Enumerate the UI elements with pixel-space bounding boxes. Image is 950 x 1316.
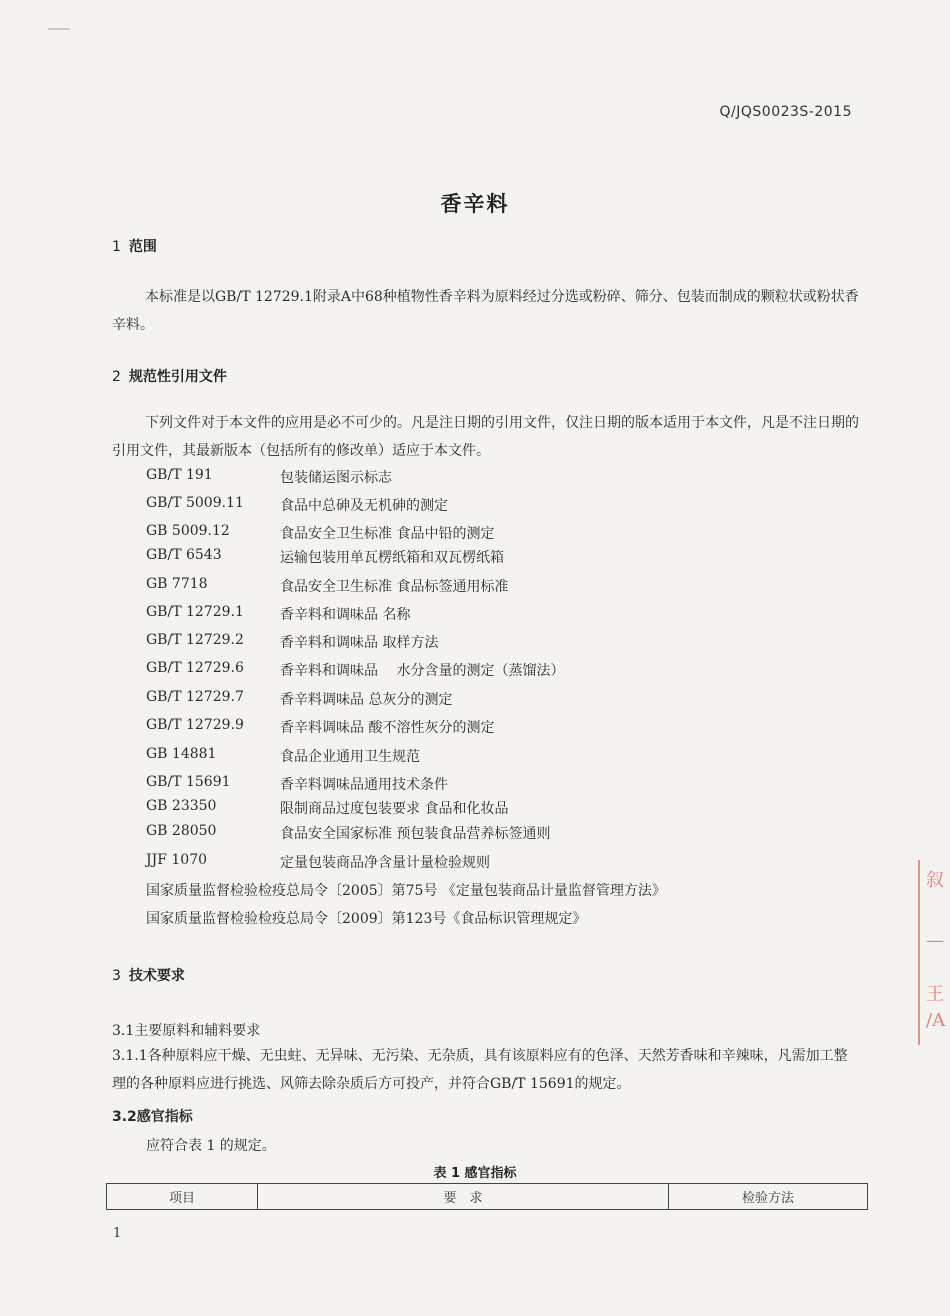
section-2-paragraph: 下列文件对于本文件的应用是必不可少的。凡是注日期的引用文件，仅注日期的版本适用于本文件，凡是不注日期的引用文件，其最新版本（包括所有的修改单）适应于本文件。	[112, 415, 859, 459]
reference-name: 香辛料调味品通用技术条件	[280, 777, 448, 793]
reference-code: GB/T 6543	[146, 547, 222, 563]
reference-name: 香辛料调味品 酸不溶性灰分的测定	[280, 720, 495, 736]
table-header-cell: 检验方法	[669, 1184, 868, 1210]
section-3-heading	[112, 965, 185, 985]
reference-name: 食品安全卫生标准 食品标签通用标准	[280, 579, 509, 595]
reference-code: GB 14881	[146, 746, 217, 762]
section-number: 3	[112, 968, 121, 984]
reference-code: GB 28050	[146, 823, 217, 839]
section-1-heading	[112, 236, 157, 256]
table-header-row	[107, 1184, 868, 1210]
reference-name: 香辛料和调味品 取样方法	[280, 635, 439, 651]
reference-code: GB/T 12729.2	[146, 632, 244, 648]
reference-name: 限制商品过度包装要求 食品和化妆品	[280, 801, 509, 817]
subsection-3-1-1: 3.1.1各种原料应干燥、无虫蛀、无异味、无污染、无杂质，具有该原料应有的色泽、天然芳香味和辛辣味，凡需加工整理的各种原料应进行挑选、风筛去除杂质后方可投产，并符合GB/T 15691的规定。	[112, 1048, 848, 1092]
reference-code: GB/T 12729.1	[146, 604, 244, 620]
subsection-3-1: 3.1主要原料和辅料要求	[112, 1023, 261, 1039]
table-header-cell: 项目	[107, 1184, 258, 1210]
section-2-heading	[112, 366, 227, 386]
reference-name: 食品安全卫生标准 食品中铅的测定	[280, 526, 495, 542]
reference-code: GB 7718	[146, 576, 208, 592]
document-code: Q/JQS0023S-2015	[719, 104, 852, 120]
page-number: 1	[113, 1226, 122, 1241]
section-number: 1	[112, 239, 121, 255]
reference-code: GB/T 12729.6	[146, 660, 244, 676]
table-header-cell: 要 求	[258, 1184, 669, 1210]
reference-name: 香辛料和调味品 名称	[280, 607, 411, 623]
seal-stamp-fragment: 叙 — 王 /A	[918, 860, 950, 1045]
reference-name: 香辛料调味品 总灰分的测定	[280, 692, 453, 708]
reference-code: JJF 1070	[146, 852, 208, 868]
reference-name: 食品安全国家标准 预包装食品营养标签通则	[280, 826, 551, 842]
section-title: 技术要求	[128, 968, 185, 984]
reference-name: 包装储运图示标志	[280, 470, 392, 486]
sensory-table	[106, 1183, 868, 1210]
section-1-paragraph: 本标准是以GB/T 12729.1附录A中68种植物性香辛料为原料经过分选或粉碎、筛分、包装而制成的颗粒状或粉状香辛料。	[112, 289, 859, 333]
regulation-order: 国家质量监督检验检疫总局令〔2009〕第123号《食品标识管理规定》	[146, 911, 587, 927]
reference-name: 香辛料和调味品 水分含量的测定（蒸馏法）	[280, 663, 565, 679]
reference-name: 食品中总砷及无机砷的测定	[280, 498, 448, 514]
document-title: 香辛料	[440, 192, 510, 216]
section-number: 2	[112, 369, 121, 385]
subsection-3-2: 3.2感官指标	[112, 1109, 193, 1125]
reference-code: GB/T 5009.11	[146, 495, 244, 511]
regulation-order: 国家质量监督检验检疫总局令〔2005〕第75号 《定量包装商品计量监督管理方法》	[146, 883, 666, 899]
section-title: 规范性引用文件	[128, 369, 227, 385]
reference-name: 定量包装商品净含量计量检验规则	[280, 855, 490, 871]
reference-code: GB/T 191	[146, 467, 213, 483]
scan-artifact	[48, 28, 70, 30]
subsection-3-2-text: 应符合表 1 的规定。	[146, 1138, 276, 1154]
reference-code: GB/T 12729.9	[146, 717, 244, 733]
table-caption: 表 1 感官指标	[433, 1166, 517, 1181]
reference-code: GB 23350	[146, 798, 217, 814]
reference-name: 食品企业通用卫生规范	[280, 749, 420, 765]
reference-code: GB/T 12729.7	[146, 689, 244, 705]
reference-name: 运输包装用单瓦楞纸箱和双瓦楞纸箱	[280, 550, 504, 566]
reference-code: GB 5009.12	[146, 523, 230, 539]
section-title: 范围	[128, 239, 157, 255]
reference-code: GB/T 15691	[146, 774, 231, 790]
